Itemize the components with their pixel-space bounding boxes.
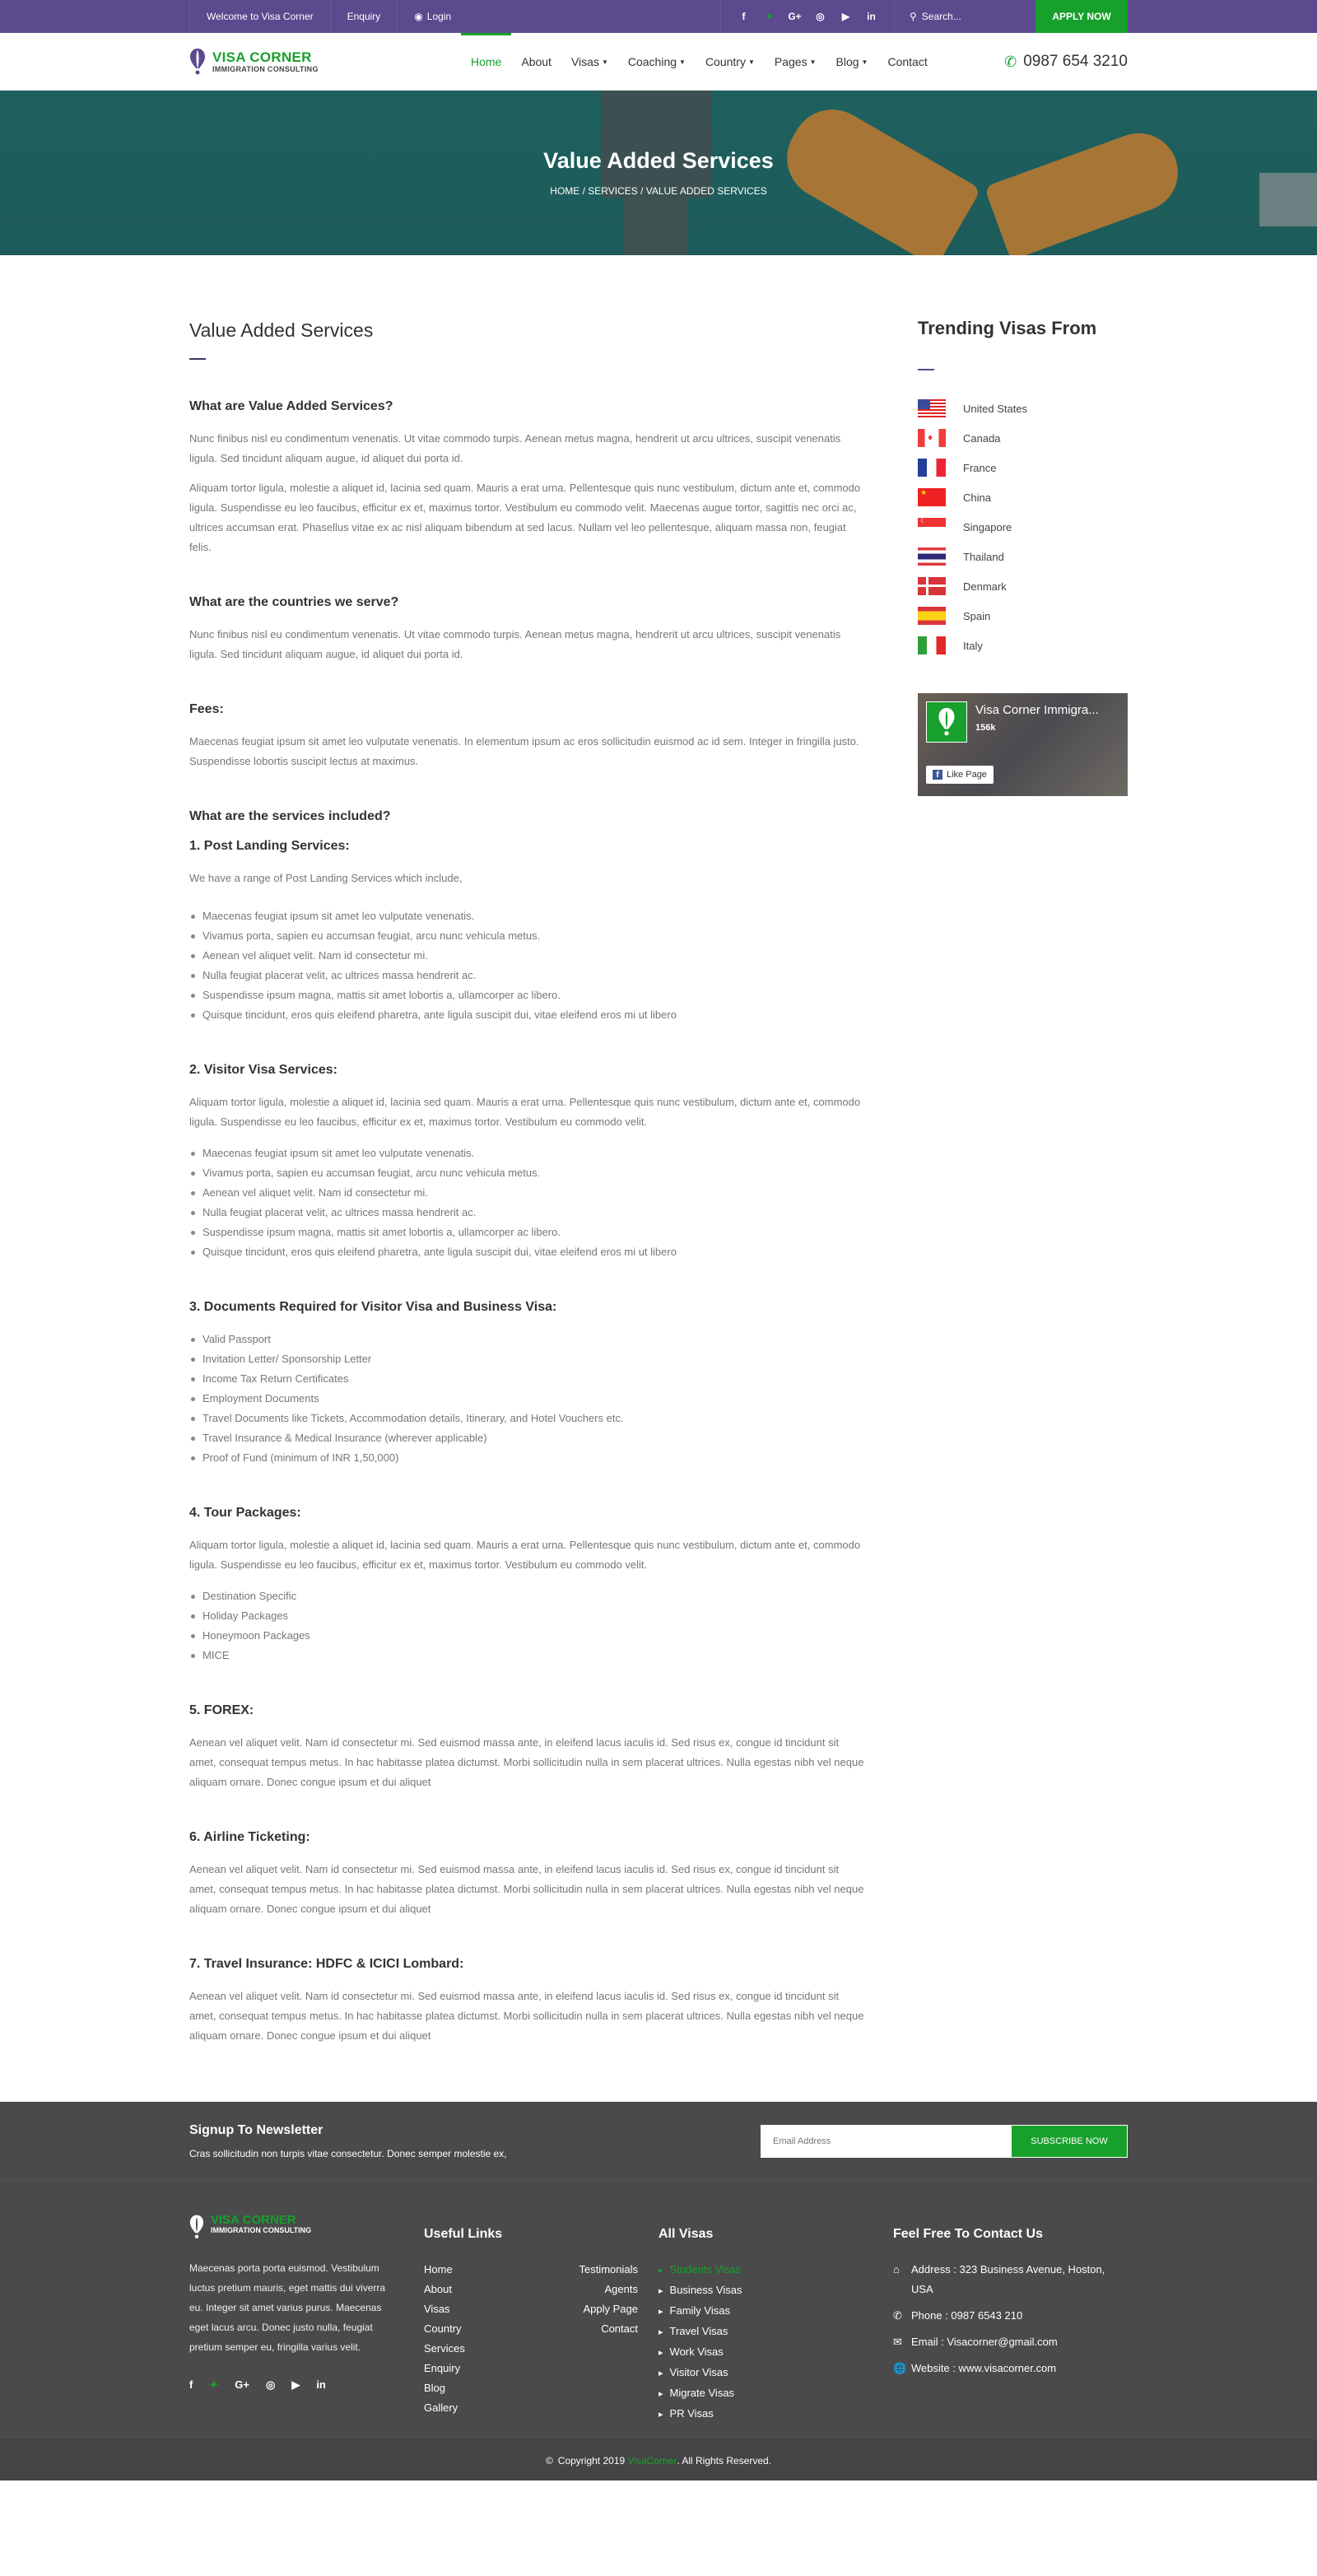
nav-contact[interactable]: Contact	[887, 55, 928, 68]
section-heading: 7. Travel Insurance: HDFC & ICICI Lombard:	[189, 1957, 464, 1971]
footer-link-visas[interactable]: Visas	[424, 2303, 450, 2315]
footer-visa-link[interactable]: ▸ PR Visas	[658, 2404, 893, 2425]
list-item: Vivamus porta, sapien eu accumsan feugiat, arcu nunc vehicula metus.	[189, 926, 864, 946]
footer-visa-link[interactable]: ▸ Travel Visas	[658, 2322, 893, 2342]
phone-icon: ✆	[893, 2309, 902, 2322]
google-plus-icon[interactable]: G+	[235, 2378, 249, 2391]
sidebar-divider	[918, 369, 934, 370]
fb-page-name[interactable]: Visa Corner Immigra...	[975, 703, 1099, 717]
paragraph: Aenean vel aliquet velit. Nam id consectetur mi. Sed euismod massa ante, in eleifend lacus iaculis id. Sed risus ex, congue id tincidunt sit amet, consequat tempus metus. In hac habitasse platea dictumst. Morbi sollicitudin nulla in sem placerat ultrices. Nulla egestas nibh vel neque aliquam ornare. Donec congue ipsum et dui aliquet	[189, 1990, 864, 2042]
section-heading: 1. Post Landing Services:	[189, 839, 350, 853]
country-name: Italy	[963, 639, 983, 652]
footer-link-enquiry[interactable]: Enquiry	[424, 2362, 461, 2374]
main-header	[0, 33, 1317, 91]
footer-column-title: All Visas	[658, 2227, 714, 2241]
footer-visa-link[interactable]: ▸ Business Visas	[658, 2280, 893, 2301]
country-link-thailand[interactable]	[918, 542, 1128, 571]
copyright-prefix: Copyright 2019	[557, 2454, 628, 2467]
footer-link-country[interactable]: Country	[424, 2322, 462, 2335]
caret-down-icon: ▼	[747, 58, 755, 66]
footer-link-about[interactable]: About	[424, 2283, 452, 2295]
nav-visas[interactable]: Visas ▼	[570, 55, 608, 68]
list-item: Travel Documents like Tickets, Accommodation details, Itinerary, and Hotel Vouchers etc.	[189, 1409, 864, 1428]
section-heading: 3. Documents Required for Visitor Visa and Business Visa:	[189, 1300, 557, 1314]
list-item: Honeymoon Packages	[189, 1626, 864, 1646]
main-nav	[461, 33, 1004, 91]
list-item: Aenean vel aliquet velit. Nam id consectetur mi.	[189, 1183, 864, 1203]
paragraph: Aliquam tortor ligula, molestie a aliquet id, lacinia sed quam. Mauris a erat urna. Pellentesque quis nunc vestibulum, dictum ante et, commodo ligula. Suspendisse eu leo faucibus, efficitur ex et, maximus tortor. Vestibulum eu commodo velit.	[189, 1096, 861, 1128]
footer-all-visas	[658, 2214, 893, 2425]
footer-social-links	[189, 2378, 424, 2392]
list-item: Travel Insurance & Medical Insurance (wherever applicable)	[189, 1428, 864, 1448]
contact-website[interactable]: Website : www.visacorner.com	[911, 2362, 1057, 2374]
france-flag-icon	[918, 459, 946, 477]
footer-contact	[893, 2214, 1128, 2425]
footer-about-text: Maecenas porta porta euismod. Vestibulum luctus pretium mauris, eget mattis dui viverra eu. Integer sit amet varius purus. Maecenas eget lacus arcu. Donec justo nulla, feugiat pretium semper eu, fringilla varius velit.	[189, 2262, 386, 2353]
apply-now-button[interactable]: APPLY NOW	[1035, 0, 1128, 33]
country-name: China	[963, 491, 991, 504]
footer	[0, 2181, 1317, 2439]
email-field[interactable]	[761, 2126, 1012, 2157]
list-item: Maecenas feugiat ipsum sit amet leo vulputate venenatis.	[189, 906, 864, 926]
section-visitor-visa	[189, 1063, 864, 1262]
balloon-logo-icon	[189, 48, 206, 76]
spain-flag-icon	[918, 607, 946, 625]
facebook-icon[interactable]: f	[742, 11, 746, 22]
country-link-spain[interactable]	[918, 601, 1128, 631]
list-item: Income Tax Return Certificates	[189, 1369, 864, 1389]
country-link-united-states[interactable]	[918, 394, 1128, 423]
country-name: Denmark	[963, 580, 1007, 593]
page-hero-banner	[0, 91, 1317, 255]
linkedin-icon[interactable]: in	[316, 2378, 326, 2391]
copyright-brand-link[interactable]: VisaCorner	[627, 2454, 677, 2467]
balloon-logo-icon	[189, 2214, 204, 2240]
search-placeholder: Search...	[921, 11, 961, 22]
nav-blog[interactable]: Blog ▼	[835, 55, 868, 68]
paragraph: Aenean vel aliquet velit. Nam id consectetur mi. Sed euismod massa ante, in eleifend lacus iaculis id. Sed risus ex, congue id tincidunt sit amet, consequat tempus metus. In hac habitasse platea dictumst. Morbi sollicitudin nulla in sem placerat ultrices. Nulla egestas nibh vel neque aliquam ornare. Donec congue ipsum et dui aliquet	[189, 1863, 864, 1915]
caret-down-icon: ▼	[601, 58, 608, 66]
page-title: Value Added Services	[189, 319, 374, 341]
subscribe-button[interactable]: SUBSCRIBE NOW	[1012, 2126, 1127, 2157]
newsletter-form	[761, 2125, 1128, 2158]
list-item: Suspendisse ipsum magna, mattis sit amet lobortis a, ullamcorper ac libero.	[189, 1223, 864, 1242]
section-countries	[189, 595, 864, 664]
contact-phone[interactable]: Phone : 0987 6543 210	[911, 2309, 1023, 2322]
country-name: France	[963, 461, 997, 474]
country-link-canada[interactable]	[918, 423, 1128, 453]
section-what-are-vas	[189, 399, 864, 557]
facebook-page-widget[interactable]	[918, 693, 1128, 796]
nav-coaching[interactable]: Coaching ▼	[627, 55, 686, 68]
footer-logo-title: VISA CORNER	[211, 2213, 296, 2227]
newsletter-subtitle: Cras sollicitudin non turpis vitae consectetur. Donec semper molestie ex,	[189, 2148, 507, 2159]
list-item: Quisque tincidunt, eros quis eleifend pharetra, ante ligula suscipit dui, vitae eleifend eros mi ut libero	[189, 1242, 864, 1262]
balloon-logo-icon	[938, 707, 956, 737]
like-page-button[interactable]	[926, 766, 994, 784]
search-icon: ⚲	[910, 11, 917, 22]
paragraph: Aenean vel aliquet velit. Nam id consectetur mi. Sed euismod massa ante, in eleifend lacus iaculis id. Sed risus ex, congue id tincidunt sit amet, consequat tempus metus. In hac habitasse platea dictumst. Morbi sollicitudin nulla in sem placerat ultrices. Nulla egestas nibh vel neque aliquam ornare. Donec congue ipsum et dui aliquet	[189, 1736, 864, 1788]
instagram-icon[interactable]: ◎	[816, 11, 825, 22]
section-heading: What are the countries we serve?	[189, 595, 399, 609]
like-label: Like Page	[947, 770, 987, 780]
section-airline-ticketing	[189, 1830, 864, 1919]
nav-country[interactable]: Country ▼	[705, 55, 755, 68]
paragraph: Aliquam tortor ligula, molestie a aliquet id, lacinia sed quam. Mauris a erat urna. Pellentesque quis nunc vestibulum, dictum ante et, commodo ligula. Suspendisse eu leo faucibus, efficitur ex et, maximus tortor. Vestibulum eu commodo velit.	[189, 1539, 861, 1571]
contact-address: Address : 323 Business Avenue, Hoston, USA	[911, 2263, 1105, 2295]
country-name: Singapore	[963, 520, 1012, 533]
paragraph: Maecenas feugiat ipsum sit amet leo vulputate venenatis. In elementum ipsum ac eros sollicitudin euismod ac id sem. Integer in fringilla justo. Suspendisse lobortis suscipit lectus at maximus.	[189, 735, 859, 767]
newsletter-section	[0, 2102, 1317, 2181]
facebook-icon[interactable]: f	[189, 2378, 193, 2391]
list-item: Nulla feugiat placerat velit, ac ultrices massa hendrerit ac.	[189, 1203, 864, 1223]
welcome-text: Welcome to Visa Corner	[189, 0, 330, 33]
paragraph: Nunc finibus nisl eu condimentum venenatis. Ut vitae commodo turpis. Aenean metus magna, hendrerit ut arcu ultrices, suscipit venenatis ligula. Sed tincidunt aliquam augue, id aliquet dui porta id.	[189, 432, 841, 464]
hero-title: Value Added Services	[543, 148, 774, 173]
section-fees	[189, 702, 864, 771]
footer-link-apply-page[interactable]: Apply Page	[583, 2303, 638, 2315]
youtube-icon[interactable]: ▶	[291, 2378, 300, 2391]
title-divider	[189, 358, 206, 360]
google-plus-icon[interactable]: G+	[788, 11, 802, 22]
copyright-bar	[0, 2439, 1317, 2481]
instagram-icon[interactable]: ◎	[265, 2378, 276, 2391]
linkedin-icon[interactable]: in	[867, 11, 876, 22]
footer-visa-link[interactable]: ▸ Family Visas	[658, 2301, 893, 2322]
top-bar	[0, 0, 1317, 33]
section-heading: 6. Airline Ticketing:	[189, 1830, 310, 1844]
newsletter-title: Signup To Newsletter	[189, 2123, 323, 2137]
country-link-italy[interactable]	[918, 631, 1128, 660]
list-item: Holiday Packages	[189, 1606, 864, 1626]
footer-visa-link[interactable]: ▸ Students Visas	[658, 2260, 893, 2280]
header-phone[interactable]	[1004, 53, 1128, 71]
paragraph: Nunc finibus nisl eu condimentum venenatis. Ut vitae commodo turpis. Aenean metus magna, hendrerit ut arcu ultrices, suscipit venenatis ligula. Sed tincidunt aliquam augue, id aliquet dui porta id.	[189, 628, 841, 660]
home-icon: ⌂	[893, 2263, 900, 2276]
user-icon: ◉	[414, 11, 423, 22]
logo-subtitle: IMMIGRATION CONSULTING	[212, 65, 319, 73]
section-heading: What are the services included?	[189, 809, 391, 823]
country-link-france[interactable]	[918, 453, 1128, 482]
section-heading: What are Value Added Services?	[189, 399, 393, 413]
footer-column-title: Feel Free To Contact Us	[893, 2227, 1043, 2241]
breadcrumb[interactable]: HOME / SERVICES / VALUE ADDED SERVICES	[550, 185, 767, 197]
caret-down-icon: ▼	[679, 58, 686, 66]
thailand-flag-icon	[918, 547, 946, 566]
sidebar	[918, 319, 1128, 2062]
nav-about[interactable]: About	[521, 55, 551, 68]
country-name: Canada	[963, 431, 1001, 445]
phone-icon: ✆	[1004, 53, 1017, 70]
logo[interactable]	[189, 48, 461, 76]
bullet-list	[189, 1144, 864, 1262]
china-flag-icon: ★	[918, 488, 946, 506]
list-item: Destination Specific	[189, 1586, 864, 1606]
copyright-icon: ©	[545, 2454, 553, 2467]
main-content-area	[0, 255, 1317, 2062]
contact-email[interactable]: Email : Visacorner@gmail.com	[911, 2336, 1058, 2348]
nav-home[interactable]: Home	[461, 33, 511, 91]
bullet-list	[189, 906, 864, 1025]
twitter-icon[interactable]: ✦	[209, 2378, 219, 2391]
page-avatar	[926, 701, 967, 743]
social-links	[720, 0, 894, 33]
footer-useful-links	[424, 2214, 658, 2425]
paragraph: We have a range of Post Landing Services which include,	[189, 872, 463, 884]
footer-link-blog[interactable]: Blog	[424, 2382, 446, 2394]
footer-visa-link[interactable]: ▸ Migrate Visas	[658, 2383, 893, 2404]
section-heading: 2. Visitor Visa Services:	[189, 1063, 337, 1077]
caret-down-icon: ▼	[809, 58, 817, 66]
footer-logo[interactable]	[189, 2214, 424, 2240]
bullet-list	[189, 1330, 864, 1468]
section-tour-packages	[189, 1506, 864, 1665]
country-name: Spain	[963, 609, 991, 622]
country-link-china[interactable]	[918, 482, 1128, 512]
caret-down-icon: ▼	[861, 58, 868, 66]
sidebar-title: Trending Visas From	[918, 318, 1097, 338]
list-item: Proof of Fund (minimum of INR 1,50,000)	[189, 1448, 864, 1468]
footer-logo-subtitle: IMMIGRATION CONSULTING	[211, 2226, 312, 2234]
article	[189, 319, 864, 2062]
denmark-flag-icon	[918, 577, 946, 595]
fb-like-count: 156k	[975, 723, 996, 733]
list-item: Aenean vel aliquet velit. Nam id consectetur mi.	[189, 946, 864, 966]
footer-visa-link[interactable]: ▸ Work Visas	[658, 2342, 893, 2363]
paragraph: Aliquam tortor ligula, molestie a aliquet id, lacinia sed quam. Mauris a erat urna. Pellentesque quis nunc vestibulum, dictum ante et, commodo ligula. Suspendisse eu leo faucibus, efficitur ex et, maximus tortor. Vestibulum eu commodo velit. Maecenas augue tortor, sagittis nec orci ac, ultrices accumsan erat. Phasellus vitae ex ac nisl aliquam bibendum at sed lacus. Nullam vel leo pellentesque, aliquam massa non, feugiat felis.	[189, 482, 861, 553]
singapore-flag-icon: ☾	[918, 518, 946, 536]
footer-visa-link[interactable]: ▸ Visitor Visas	[658, 2363, 893, 2383]
footer-link-agents[interactable]: Agents	[604, 2283, 638, 2295]
italy-flag-icon	[918, 636, 946, 654]
facebook-icon: f	[933, 770, 942, 780]
us-flag-icon	[918, 399, 946, 417]
canada-flag-icon: ♦	[918, 429, 946, 447]
country-name: Thailand	[963, 550, 1004, 563]
section-travel-insurance	[189, 1957, 864, 2046]
footer-about	[189, 2214, 424, 2425]
footer-link-services[interactable]: Services	[424, 2342, 465, 2355]
list-item: Quisque tincidunt, eros quis eleifend pharetra, ante ligula suscipit dui, vitae eleifend eros mi ut libero	[189, 1005, 864, 1025]
copyright-suffix: . All Rights Reserved.	[677, 2454, 772, 2467]
list-item: MICE	[189, 1646, 864, 1665]
footer-column-title: Useful Links	[424, 2227, 503, 2241]
section-heading: 4. Tour Packages:	[189, 1506, 301, 1520]
youtube-icon[interactable]: ▶	[841, 11, 850, 22]
section-heading: 5. FOREX:	[189, 1703, 254, 1717]
phone-number: 0987 654 3210	[1023, 53, 1128, 70]
list-item: Suspendisse ipsum magna, mattis sit amet lobortis a, ullamcorper ac libero.	[189, 985, 864, 1005]
footer-link-gallery[interactable]: Gallery	[424, 2401, 458, 2414]
footer-link-testimonials[interactable]: Testimonials	[579, 2263, 638, 2276]
list-item: Nulla feugiat placerat velit, ac ultrices massa hendrerit ac.	[189, 966, 864, 985]
list-item: Vivamus porta, sapien eu accumsan feugiat, arcu nunc vehicula metus.	[189, 1163, 864, 1183]
globe-icon: 🌐	[893, 2362, 907, 2374]
envelope-icon: ✉	[893, 2336, 902, 2348]
list-item: Valid Passport	[189, 1330, 864, 1349]
nav-pages[interactable]: Pages ▼	[774, 55, 817, 68]
section-post-landing	[189, 839, 864, 1025]
list-item: Invitation Letter/ Sponsorship Letter	[189, 1349, 864, 1369]
login-link[interactable]	[397, 0, 468, 33]
country-name: United States	[963, 402, 1028, 415]
section-heading: Fees:	[189, 702, 224, 716]
list-item: Maecenas feugiat ipsum sit amet leo vulputate venenatis.	[189, 1144, 864, 1163]
country-link-denmark[interactable]	[918, 571, 1128, 601]
login-label: Login	[426, 11, 452, 22]
country-link-singapore[interactable]	[918, 512, 1128, 542]
bullet-list	[189, 1586, 864, 1665]
enquiry-link[interactable]: Enquiry	[330, 0, 398, 33]
footer-link-home[interactable]: Home	[424, 2263, 453, 2276]
logo-title: VISA CORNER	[212, 49, 312, 65]
section-forex	[189, 1703, 864, 1792]
footer-link-contact[interactable]: Contact	[601, 2322, 638, 2335]
section-documents	[189, 1300, 864, 1468]
twitter-icon[interactable]: ✦	[765, 11, 774, 22]
search-input[interactable]	[894, 0, 1035, 33]
list-item: Employment Documents	[189, 1389, 864, 1409]
